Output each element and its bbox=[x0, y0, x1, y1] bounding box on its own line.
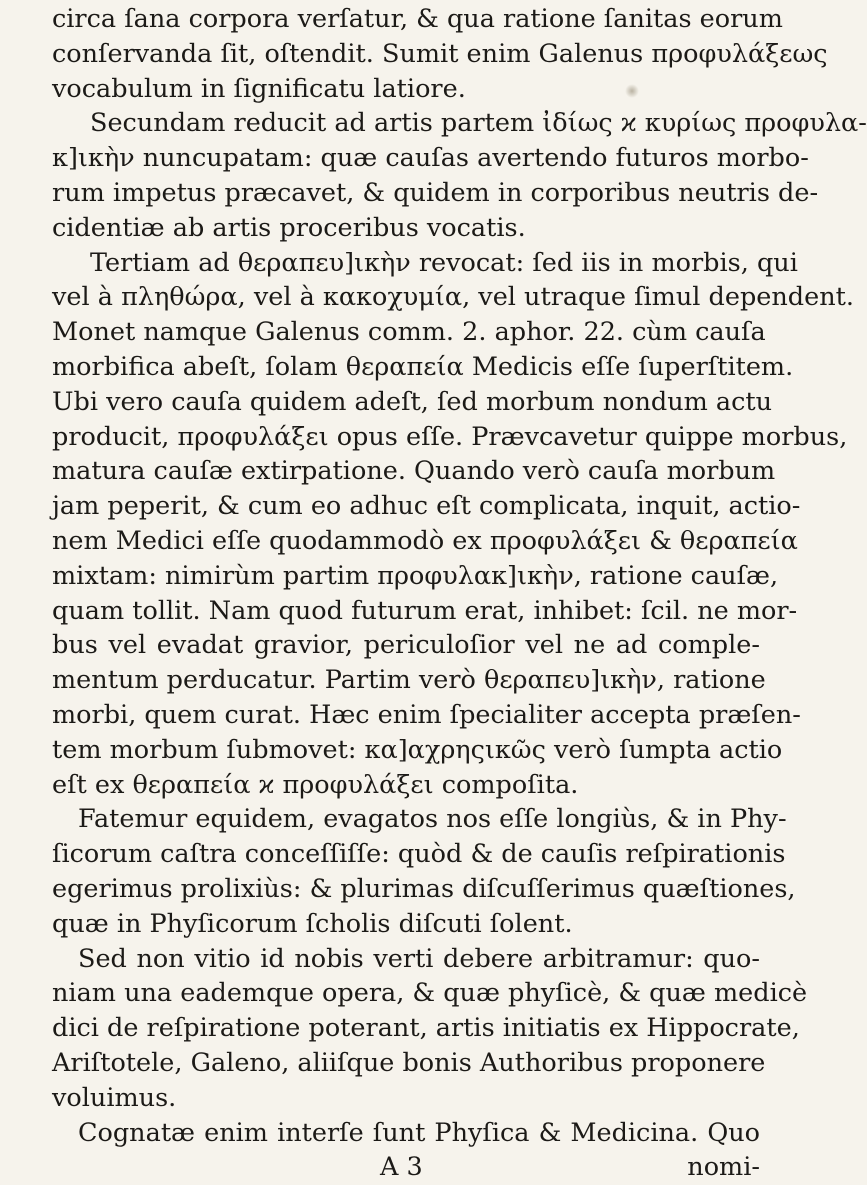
catchword: nomi- bbox=[687, 1152, 760, 1183]
text-line: Ariſtotele, Galeno, aliiſque bonis Authoribus proponere bbox=[52, 1047, 766, 1078]
text-line: ſicorum caſtra conceſſiſſe: quòd & de cauſis reſpirationis bbox=[52, 839, 786, 870]
text-line: mentum perducatur. Partim verò θεραπευ]ικὴν, ratione bbox=[52, 665, 766, 696]
text-line: Cognatæ enim interſe ſunt Phyſica & Medicina. Quo bbox=[78, 1117, 760, 1148]
text-line: Fatemur equidem, evagatos nos eſſe longiùs, & in Phy- bbox=[78, 804, 787, 835]
text-line: matura cauſæ extirpatione. Quando verò cauſa morbum bbox=[52, 456, 776, 487]
text-line: vel à πληθώρα, vel à κακοχυμία, vel utraque ſimul dependent. bbox=[52, 282, 854, 313]
text-line: dici de reſpiratione poterant, artis initiatis ex Hippocrate, bbox=[52, 1013, 800, 1044]
text-line: morbi, quem curat. Hæc enim ſpecialiter accepta præſen- bbox=[52, 699, 801, 730]
text-line: producit, προφυλάξει opus eſſe. Prævcavetur quippe morbus, bbox=[52, 421, 848, 452]
text-line: Secundam reducit ad artis partem ἰδίως ϰ κυρίως προφυλα- bbox=[90, 108, 867, 139]
text-line: egerimus prolixiùs: & plurimas diſcuſſerimus quæſtiones, bbox=[52, 873, 796, 904]
text-line: rum impetus præcavet, & quidem in corporibus neutris de- bbox=[52, 177, 819, 208]
text-line: niam una eademque opera, & quæ phyſicè, & quæ medicè bbox=[52, 978, 808, 1009]
text-line: quam tollit. Nam quod futurum erat, inhibet: ſcil. ne mor- bbox=[52, 595, 798, 626]
text-line: cidentiæ ab artis proceribus vocatis. bbox=[52, 212, 526, 243]
page-footer bbox=[52, 1150, 760, 1185]
text-line: eſt ex θεραπεία ϰ προφυλάξει compoſita. bbox=[52, 769, 579, 800]
ink-spot bbox=[625, 84, 639, 98]
text-line: jam peperit, & cum eo adhuc eſt complicata, inquit, actio- bbox=[52, 491, 801, 522]
text-line: κ]ικὴν nuncupatam: quæ cauſas avertendo futuros morbo- bbox=[52, 143, 809, 174]
text-line: bus vel evadat gravior, periculoſior vel ne ad comple- bbox=[52, 630, 760, 661]
text-line: quæ in Phyſicorum ſcholis diſcuti ſolent. bbox=[52, 908, 573, 939]
text-line: Sed non vitio id nobis verti debere arbitramur: quo- bbox=[78, 943, 760, 974]
text-line: voluimus. bbox=[52, 1082, 177, 1113]
text-line: Monet namque Galenus comm. 2. aphor. 22. cùm cauſa bbox=[52, 317, 766, 348]
signature-mark: A 3 bbox=[380, 1152, 423, 1183]
text-line: conſervanda ſit, oſtendit. Sumit enim Galenus προφυλάξεως bbox=[52, 38, 828, 69]
text-line: tem morbum ſubmovet: κα]αχρηςικῶς verò ſumpta actio bbox=[52, 734, 783, 765]
text-line: Ubi vero cauſa quidem adeſt, ſed morbum nondum actu bbox=[52, 386, 773, 417]
text-line: mixtam: nimirùm partim προφυλακ]ικὴν, ratione cauſæ, bbox=[52, 560, 779, 591]
text-line: Tertiam ad θεραπευ]ικὴν revocat: ſed iis in morbis, qui bbox=[90, 247, 798, 278]
text-line: nem Medici eſſe quodammodò ex προφυλάξει & θεραπεία bbox=[52, 525, 798, 556]
text-line: vocabulum in ſignificatu latiore. bbox=[52, 73, 466, 104]
text-line: circa ſana corpora verſatur, & qua ratione ſanitas eorum bbox=[52, 4, 783, 34]
text-line: morbifica abeſt, ſolam θεραπεία Medicis eſſe ſuperſtitem. bbox=[52, 351, 794, 382]
